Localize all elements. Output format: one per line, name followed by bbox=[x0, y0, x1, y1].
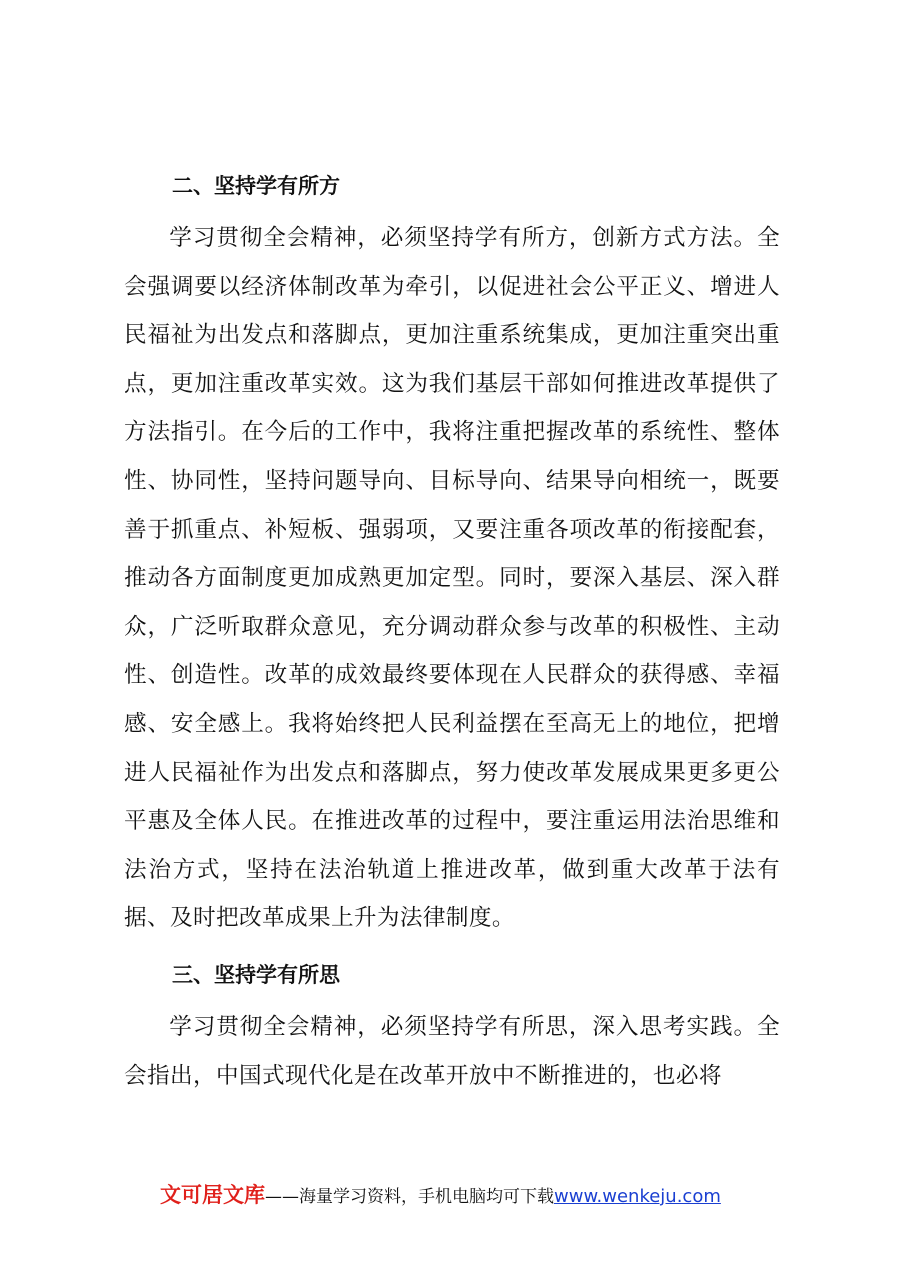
section-heading-2: 二、坚持学有所方 bbox=[172, 174, 340, 198]
footer-banner bbox=[160, 1183, 721, 1209]
section-paragraph-2: 学习贯彻全会精神，必须坚持学有所方，创新方式方法。全会强调要以经济体制改革为牵引，以促进社会公平正义、增进人民福祉为出发点和落脚点，更加注重系统集成，更加注重突出重点，更加注重改革实效。这为我们基层干部如何推进改革提供了方法指引。在今后的工作中，我将注重把握改革的系统性、整体性、协同性，坚持问题导向、目标导向、结果导向相统一，既要善于抓重点、补短板、强弱项，又要注重各项改革的衔接配套，推动各方面制度更加成熟更加定型。同时，要深入基层、深入群众，广泛听取群众意见，充分调动群众参与改革的积极性、主动性、创造性。改革的成效最终要体现在人民群众的获得感、幸福感、安全感上。我将始终把人民利益摆在至高无上的地位，把增进人民福祉作为出发点和落脚点，努力使改革发展成果更多更公平惠及全体人民。在推进改革的过程中，要注重运用法治思维和法治方式，坚持在法治轨道上推进改革，做到重大改革于法有据、及时把改革成果上升为法律制度。 bbox=[124, 225, 780, 932]
footer-slogan: ——海量学习资料，手机电脑均可下载 bbox=[265, 1187, 554, 1207]
section-heading-3: 三、坚持学有所思 bbox=[172, 962, 340, 987]
document-body bbox=[124, 158, 780, 1100]
footer-link[interactable]: www.wenkeju.com bbox=[554, 1186, 721, 1207]
footer-brand: 文可居文库 bbox=[160, 1183, 265, 1207]
section-paragraph-3: 学习贯彻全会精神，必须坚持学有所思，深入思考实践。全会指出，中国式现代化是在改革开放中不断推进的，也必将 bbox=[124, 1013, 780, 1089]
